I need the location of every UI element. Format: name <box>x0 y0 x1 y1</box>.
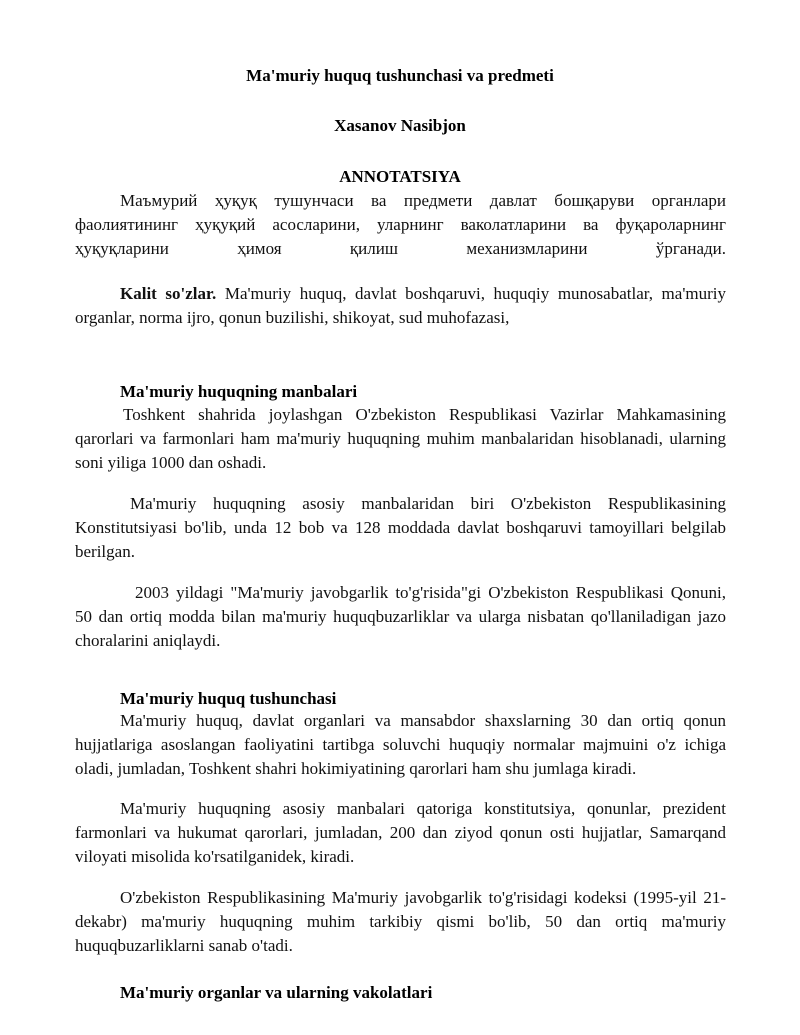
concept-paragraph-2: Ma'muriy huquqning asosiy manbalari qatoriga konstitutsiya, qonunlar, prezident farmonlari va hukumat qarorlari, jumladan, 200 dan ziyod qonun osti hujjatlar, Samarqand viloyati misolida ko'rsatilganidek, kiradi. <box>75 799 726 866</box>
keywords-label: Kalit so'zlar. <box>120 284 217 303</box>
keywords-paragraph <box>75 282 726 330</box>
sources-paragraph-1: Toshkent shahrida joylashgan O'zbekiston Respublikasi Vazirlar Mahkamasining qarorlari va farmonlari ham ma'muriy huquqning muhim manbalaridan hisoblanadi, ularning soni yiliga 1000 dan oshadi. <box>75 405 726 472</box>
concept-paragraph-3: O'zbekiston Respublikasining Ma'muriy javobgarlik to'g'risidagi kodeksi (1995-yil 21-dekabr) ma'muriy huquqning muhim tarkibiy qismi bo'lib, 50 dan ortiq ma'muriy huquqbuzarliklarni sanab o'tadi. <box>75 888 726 955</box>
section-heading-concept: Ma'muriy huquq tushunchasi <box>120 689 337 708</box>
document-author: Xasanov Nasibjon <box>334 116 466 135</box>
document-title: Ma'muriy huquq tushunchasi va predmeti <box>246 66 554 85</box>
concept-paragraph-1: Ma'muriy huquq, davlat organlari va mansabdor shaxslarning 30 dan ortiq qonun hujjatlariga asoslangan faoliyatini tartibga soluvchi huquqiy normalar majmuini o'z ichiga oladi, jumladan, Toshkent shahri hokimiyatining qarorlari ham shu jumlaga kiradi. <box>75 711 726 778</box>
sources-paragraph-3: 2003 yildagi "Ma'muriy javobgarlik to'g'risida"gi O'zbekiston Respublikasi Qonuni, 50 dan ortiq modda bilan ma'muriy huquqbuzarliklar va ularga nisbatan qo'llaniladigan jazo choralarini aniqlaydi. <box>75 583 726 650</box>
annotation-heading: ANNOTATSIYA <box>339 167 461 186</box>
sources-paragraph-2: Ma'muriy huquqning asosiy manbalaridan biri O'zbekiston Respublikasining Konstitutsiyasi bo'lib, unda 12 bob va 128 moddada davlat boshqaruvi tamoyillari belgilab berilgan. <box>75 494 726 561</box>
annotation-text-main: Маъмурий ҳуқуқ тушунчаси ва предмети давлат бошқаруви органлари фаолиятининг ҳуқуқий асосларини, уларнинг ваколатларини ва фуқароларнинг <box>75 191 726 234</box>
keywords-text: Ma'muriy huquq, davlat boshqaruvi, huquqiy munosabatlar, ma'muriy organlar, norma ijro, qonun buzilishi, shikoyat, sud muhofazasi, <box>75 284 726 327</box>
section-heading-organs: Ma'muriy organlar va ularning vakolatlari <box>120 983 433 1002</box>
annotation-text <box>75 189 726 261</box>
annotation-text-end: ҳуқуқларини ҳимоя қилиш механизмларини ўрганади. <box>75 239 726 258</box>
section-heading-sources: Ma'muriy huquqning manbalari <box>120 382 358 401</box>
